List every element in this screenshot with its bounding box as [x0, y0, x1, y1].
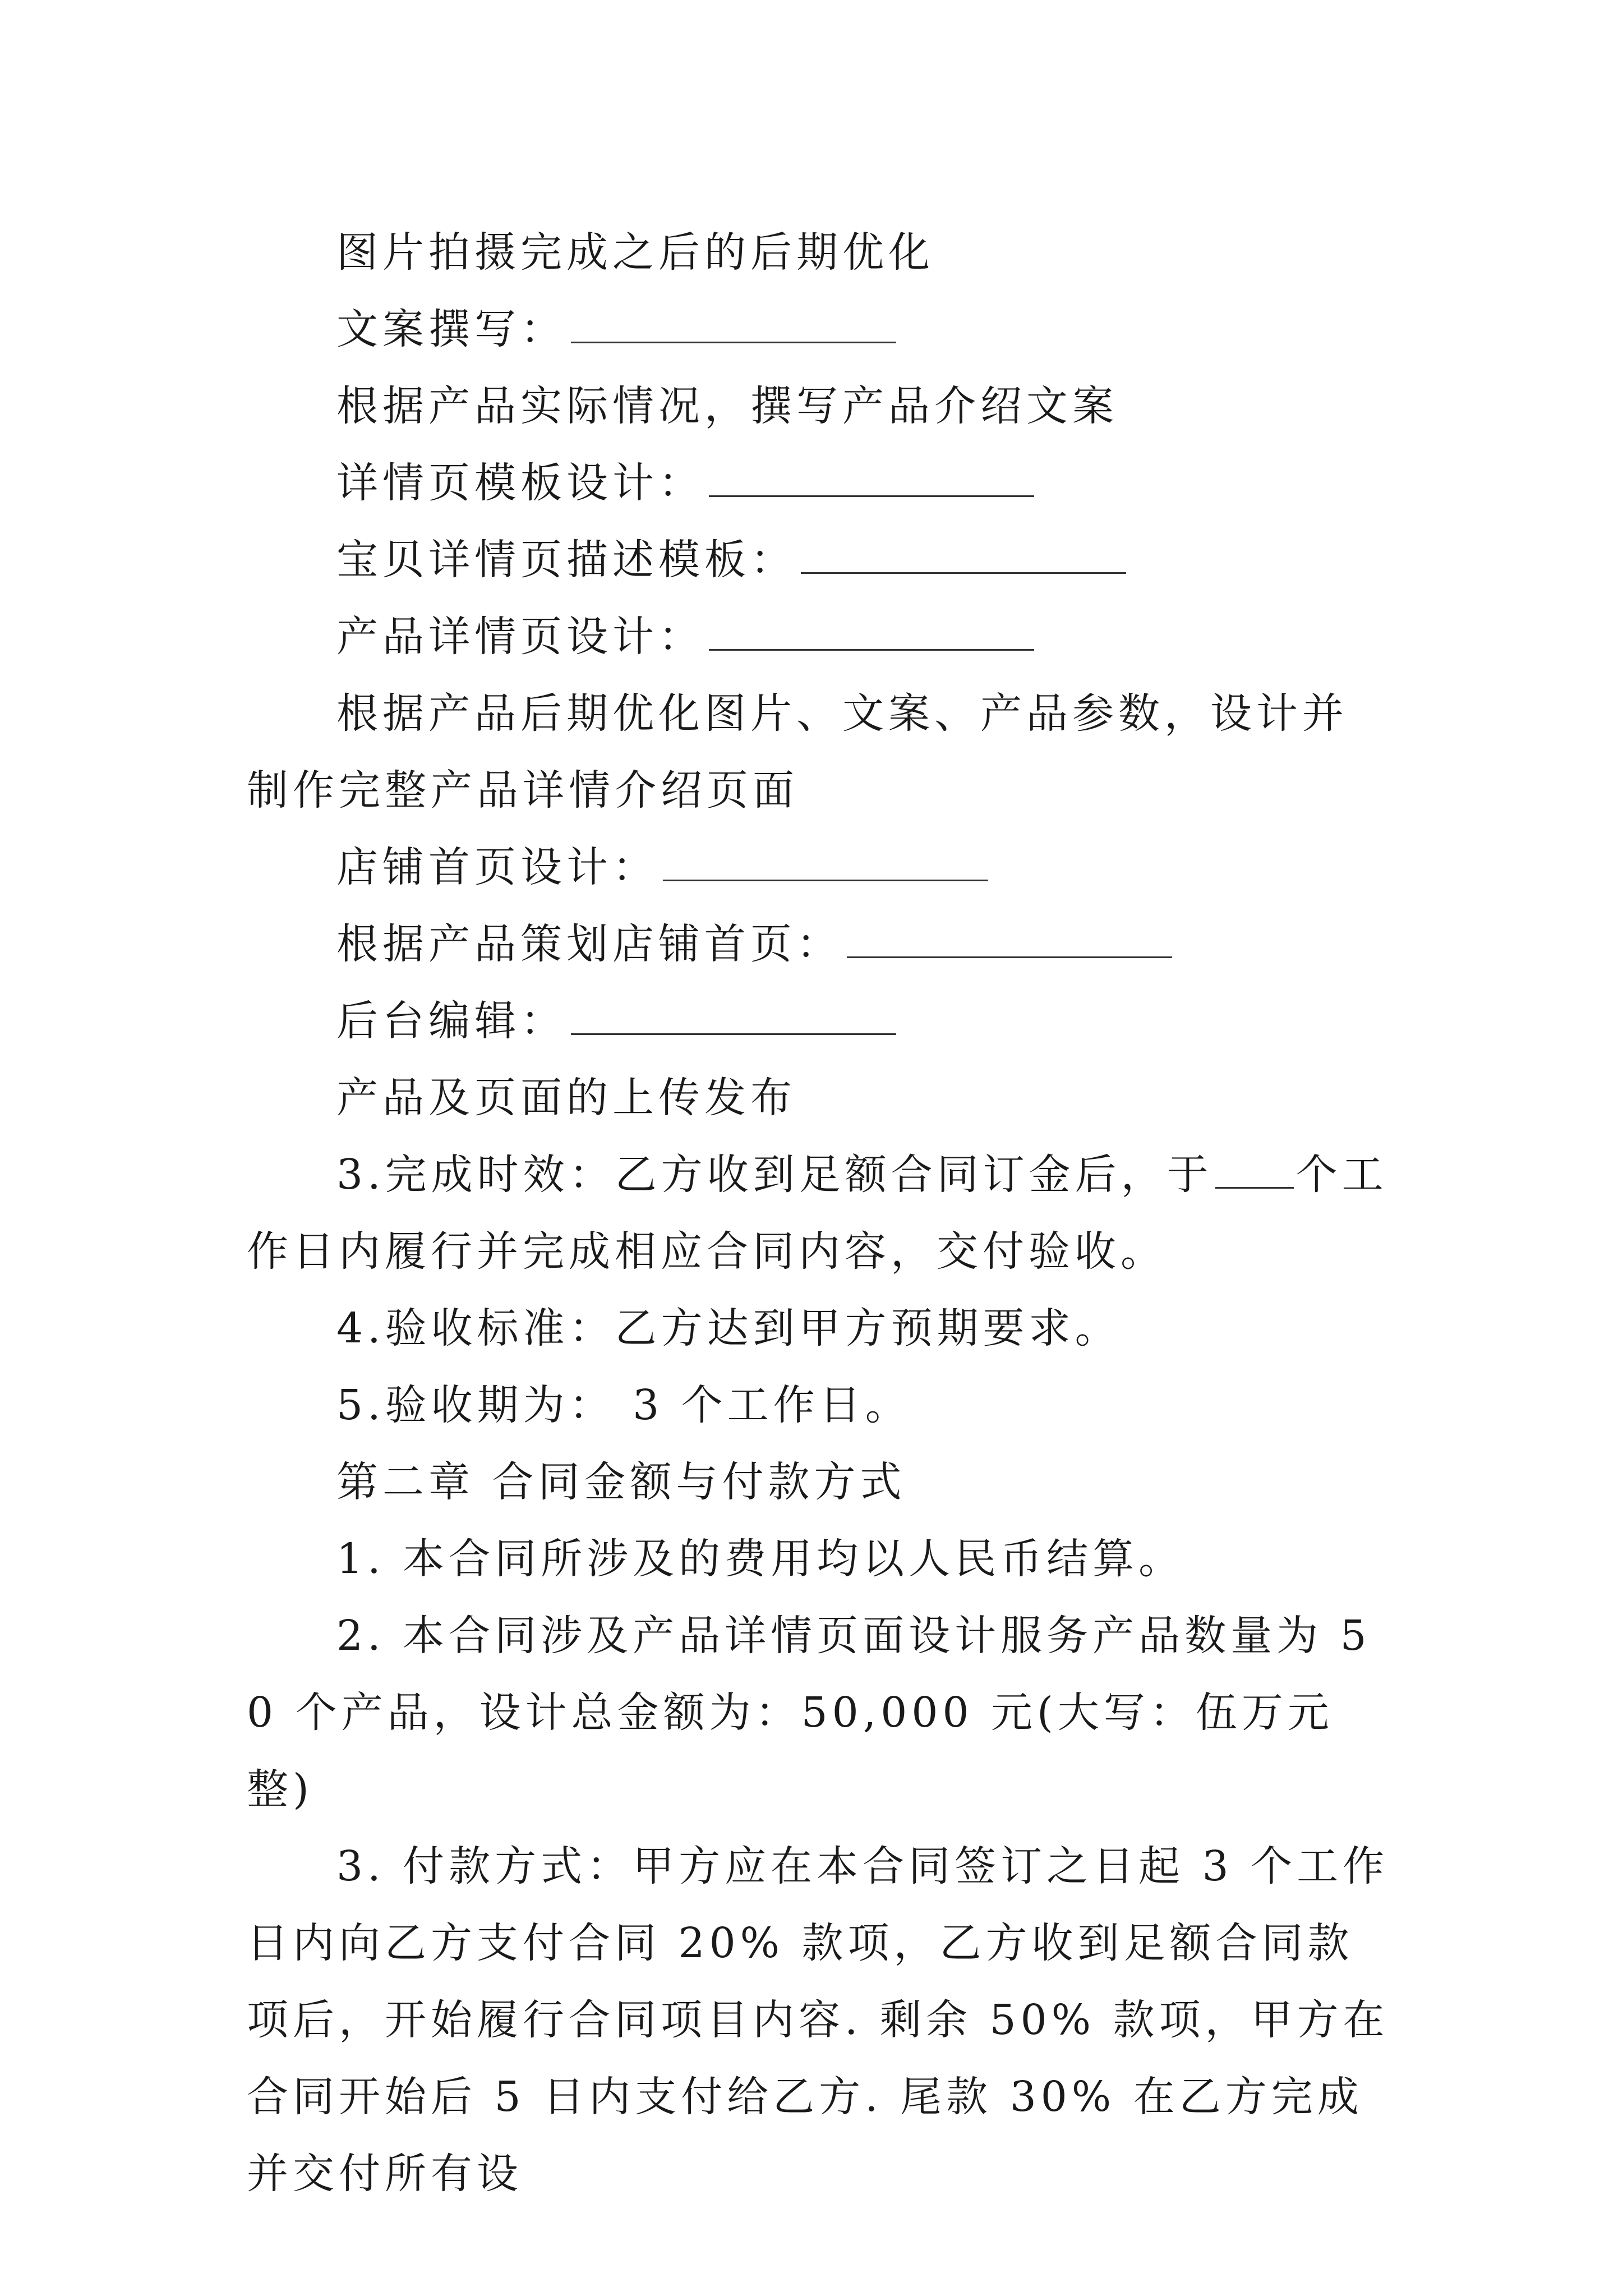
store-homepage-blank	[663, 841, 988, 881]
paragraph-upload-publish: 产品及页面的上传发布	[336, 1074, 796, 1122]
paragraph-completion-time: 3.完成时效：乙方收到足额合同订金后，于 个工作日内履行并完成相应合同内容，交付验收。	[247, 1137, 1391, 1290]
paragraph-detail-template-design: 详情页模板设计：	[247, 445, 1391, 522]
paragraph-contract-amount: 2. 本合同涉及产品详情页面设计服务产品数量为 50 个产品，设计总金额为：50,000 元(大写：伍万元整)	[247, 1612, 1371, 1814]
paragraph-photo-post-processing: 图片拍摄完成之后的后期优化	[336, 228, 934, 277]
item-detail-template-blank	[801, 534, 1126, 574]
paragraph-acceptance-period: 5.验收期为： 3 个工作日。	[336, 1381, 911, 1429]
paragraph-store-homepage-design: 店铺首页设计：	[247, 829, 1391, 906]
paragraph-detail-design-desc: 根据产品后期优化图片、文案、产品参数，设计并制作完整产品详情介绍页面	[247, 689, 1348, 815]
workdays-blank	[1215, 1149, 1294, 1189]
chapter-heading: 第二章 合同金额与付款方式	[336, 1458, 906, 1506]
paragraph-copywriting-desc: 根据产品实际情况，撰写产品介绍文案	[336, 382, 1118, 430]
paragraph-product-detail-design: 产品详情页设计：	[247, 599, 1391, 675]
product-detail-design-blank	[709, 611, 1034, 651]
copywriting-blank	[571, 303, 896, 343]
detail-template-blank	[709, 457, 1034, 497]
paragraph-copywriting: 文案撰写：	[247, 291, 1391, 368]
paragraph-store-homepage-plan: 根据产品策划店铺首页：	[247, 906, 1391, 983]
paragraph-currency: 1. 本合同所涉及的费用均以人民币结算。	[336, 1535, 1185, 1583]
paragraph-item-detail-template: 宝贝详情页描述模板：	[247, 522, 1391, 599]
store-homepage-plan-blank	[847, 918, 1172, 958]
paragraph-payment-method: 3. 付款方式：甲方应在本合同签订之日起 3 个工作日内向乙方支付合同 20% 款项，乙方收到足额合同款项后，开始履行合同项目内容. 剩余 50% 款项，甲方在合同开始后 5 日内支付给乙方. 尾款 30% 在乙方完成并交付所有设	[247, 1842, 1389, 2198]
backend-editing-blank	[571, 995, 896, 1035]
paragraph-acceptance-standard: 4.验收标准：乙方达到甲方预期要求。	[336, 1304, 1121, 1352]
paragraph-backend-editing: 后台编辑：	[247, 983, 1391, 1060]
contract-body	[247, 214, 1391, 2212]
